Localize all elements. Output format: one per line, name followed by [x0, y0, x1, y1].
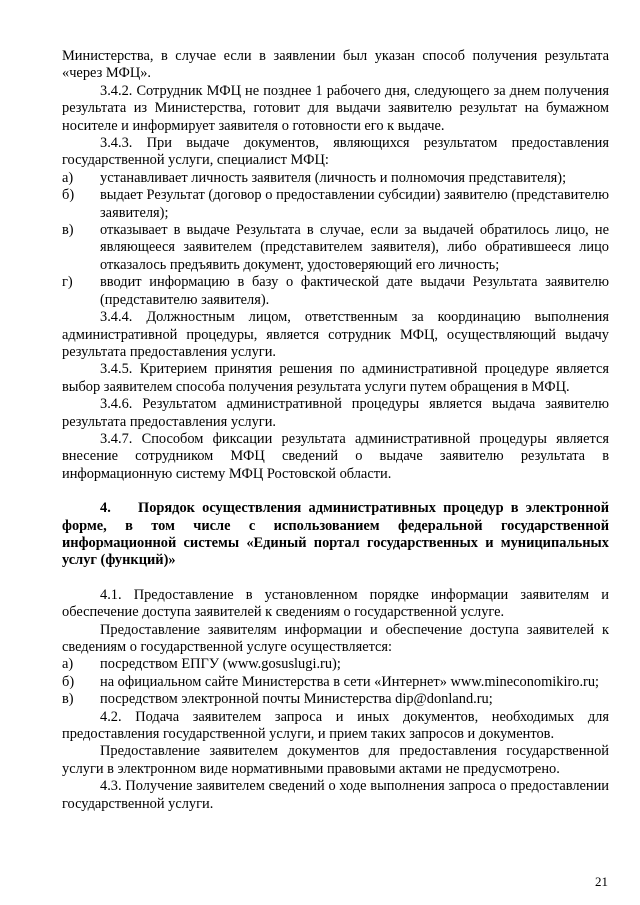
document-body: [62, 48, 609, 813]
paragraph-4-2: 4.2. Подача заявителем запроса и иных документов, необходимых для предоставления государственной услуги, и прием таких запросов и документов.: [62, 708, 609, 743]
section-number: 4.: [100, 500, 111, 517]
list-marker: в): [62, 691, 74, 708]
paragraph-3-4-5: 3.4.5. Критерием принятия решения по административной процедуре является выбор заявителем способа получения результата услуги путем обращения в МФЦ.: [62, 361, 609, 395]
list-item: [62, 170, 609, 187]
list-marker: г): [62, 274, 73, 291]
list-text: отказывает в выдаче Результата в случае, если за выдачей обратилось лицо, не являющееся заявителем (представителем заявителя), либо обратившееся лицо отказалось предъявить документ, удостоверяющий его личность;: [100, 222, 609, 273]
list-marker: а): [62, 656, 74, 673]
list-text: посредством ЕПГУ (www.gosuslugi.ru);: [100, 656, 341, 673]
paragraph-3-4-2: 3.4.2. Сотрудник МФЦ не позднее 1 рабочего дня, следующего за днем получения результата из Министерства, готовит для выдачи заявителю результат на бумажном носителе и информирует заявителя о готовности его к выдаче.: [62, 82, 609, 134]
list-marker: а): [62, 169, 74, 186]
section-title: Порядок осуществления административных процедур в электронной форме, в том числе с использованием федеральной государственной информационной системы «Единый портал государственных и муниципальных услуг (функций)»: [62, 500, 609, 569]
paragraph-3-4-3: 3.4.3. При выдаче документов, являющихся результатом предоставления государственной услуги, специалист МФЦ:: [62, 135, 609, 169]
list-item: [62, 691, 609, 708]
list-text: посредством электронной почты Министерства dip@donland.ru;: [100, 691, 493, 708]
list-marker: б): [62, 187, 75, 204]
list-item: [62, 674, 609, 691]
paragraph-4-1: 4.1. Предоставление в установленном порядке информации заявителям и обеспечение доступа заявителей к сведениям о государственной услуге.: [62, 586, 609, 621]
page-number: 21: [595, 874, 608, 889]
list-text: на официальном сайте Министерства в сети «Интернет» www.mineconomikiro.ru;: [100, 673, 600, 690]
section-heading: [62, 500, 609, 570]
list-item: [62, 656, 609, 673]
paragraph-3-4-4: 3.4.4. Должностным лицом, ответственным за координацию выполнения административной процедуры, является сотрудник МФЦ, осуществляющий выдачу результата предоставления услуги.: [62, 309, 609, 360]
paragraph-3-4-6: 3.4.6. Результатом административной процедуры является выдача заявителю результата предоставления услуги.: [62, 396, 609, 430]
list-text: устанавливает личность заявителя (личность и полномочия представителя);: [100, 169, 567, 186]
paragraph: Предоставление заявителям информации и обеспечение доступа заявителей к сведениям о государственной услуге осуществляется:: [62, 621, 609, 655]
paragraph-3-4-7: 3.4.7. Способом фиксации результата административной процедуры является внесение сотрудником МФЦ сведений о выдаче заявителю результата в информационную систему МФЦ Ростовской области.: [62, 430, 609, 482]
list-item: [62, 222, 609, 274]
list-item: [62, 274, 609, 309]
paragraph: Предоставление заявителем документов для предоставления государственной услуги в электронном виде нормативными правовыми актами не предусмотрено.: [62, 743, 609, 777]
list-text: вводит информацию в базу о фактической дате выдачи Результата заявителю (представителю заявителя).: [100, 274, 609, 308]
list-marker: б): [62, 673, 75, 690]
paragraph: Министерства, в случае если в заявлении был указан способ получения результата «через МФЦ».: [62, 48, 609, 82]
paragraph-4-3: 4.3. Получение заявителем сведений о ходе выполнения запроса о предоставлении государственной услуги.: [62, 778, 609, 812]
list-text: выдает Результат (договор о предоставлении субсидии) заявителю (представителю заявителя);: [100, 187, 609, 221]
list-marker: в): [62, 222, 74, 239]
list-item: [62, 187, 609, 222]
